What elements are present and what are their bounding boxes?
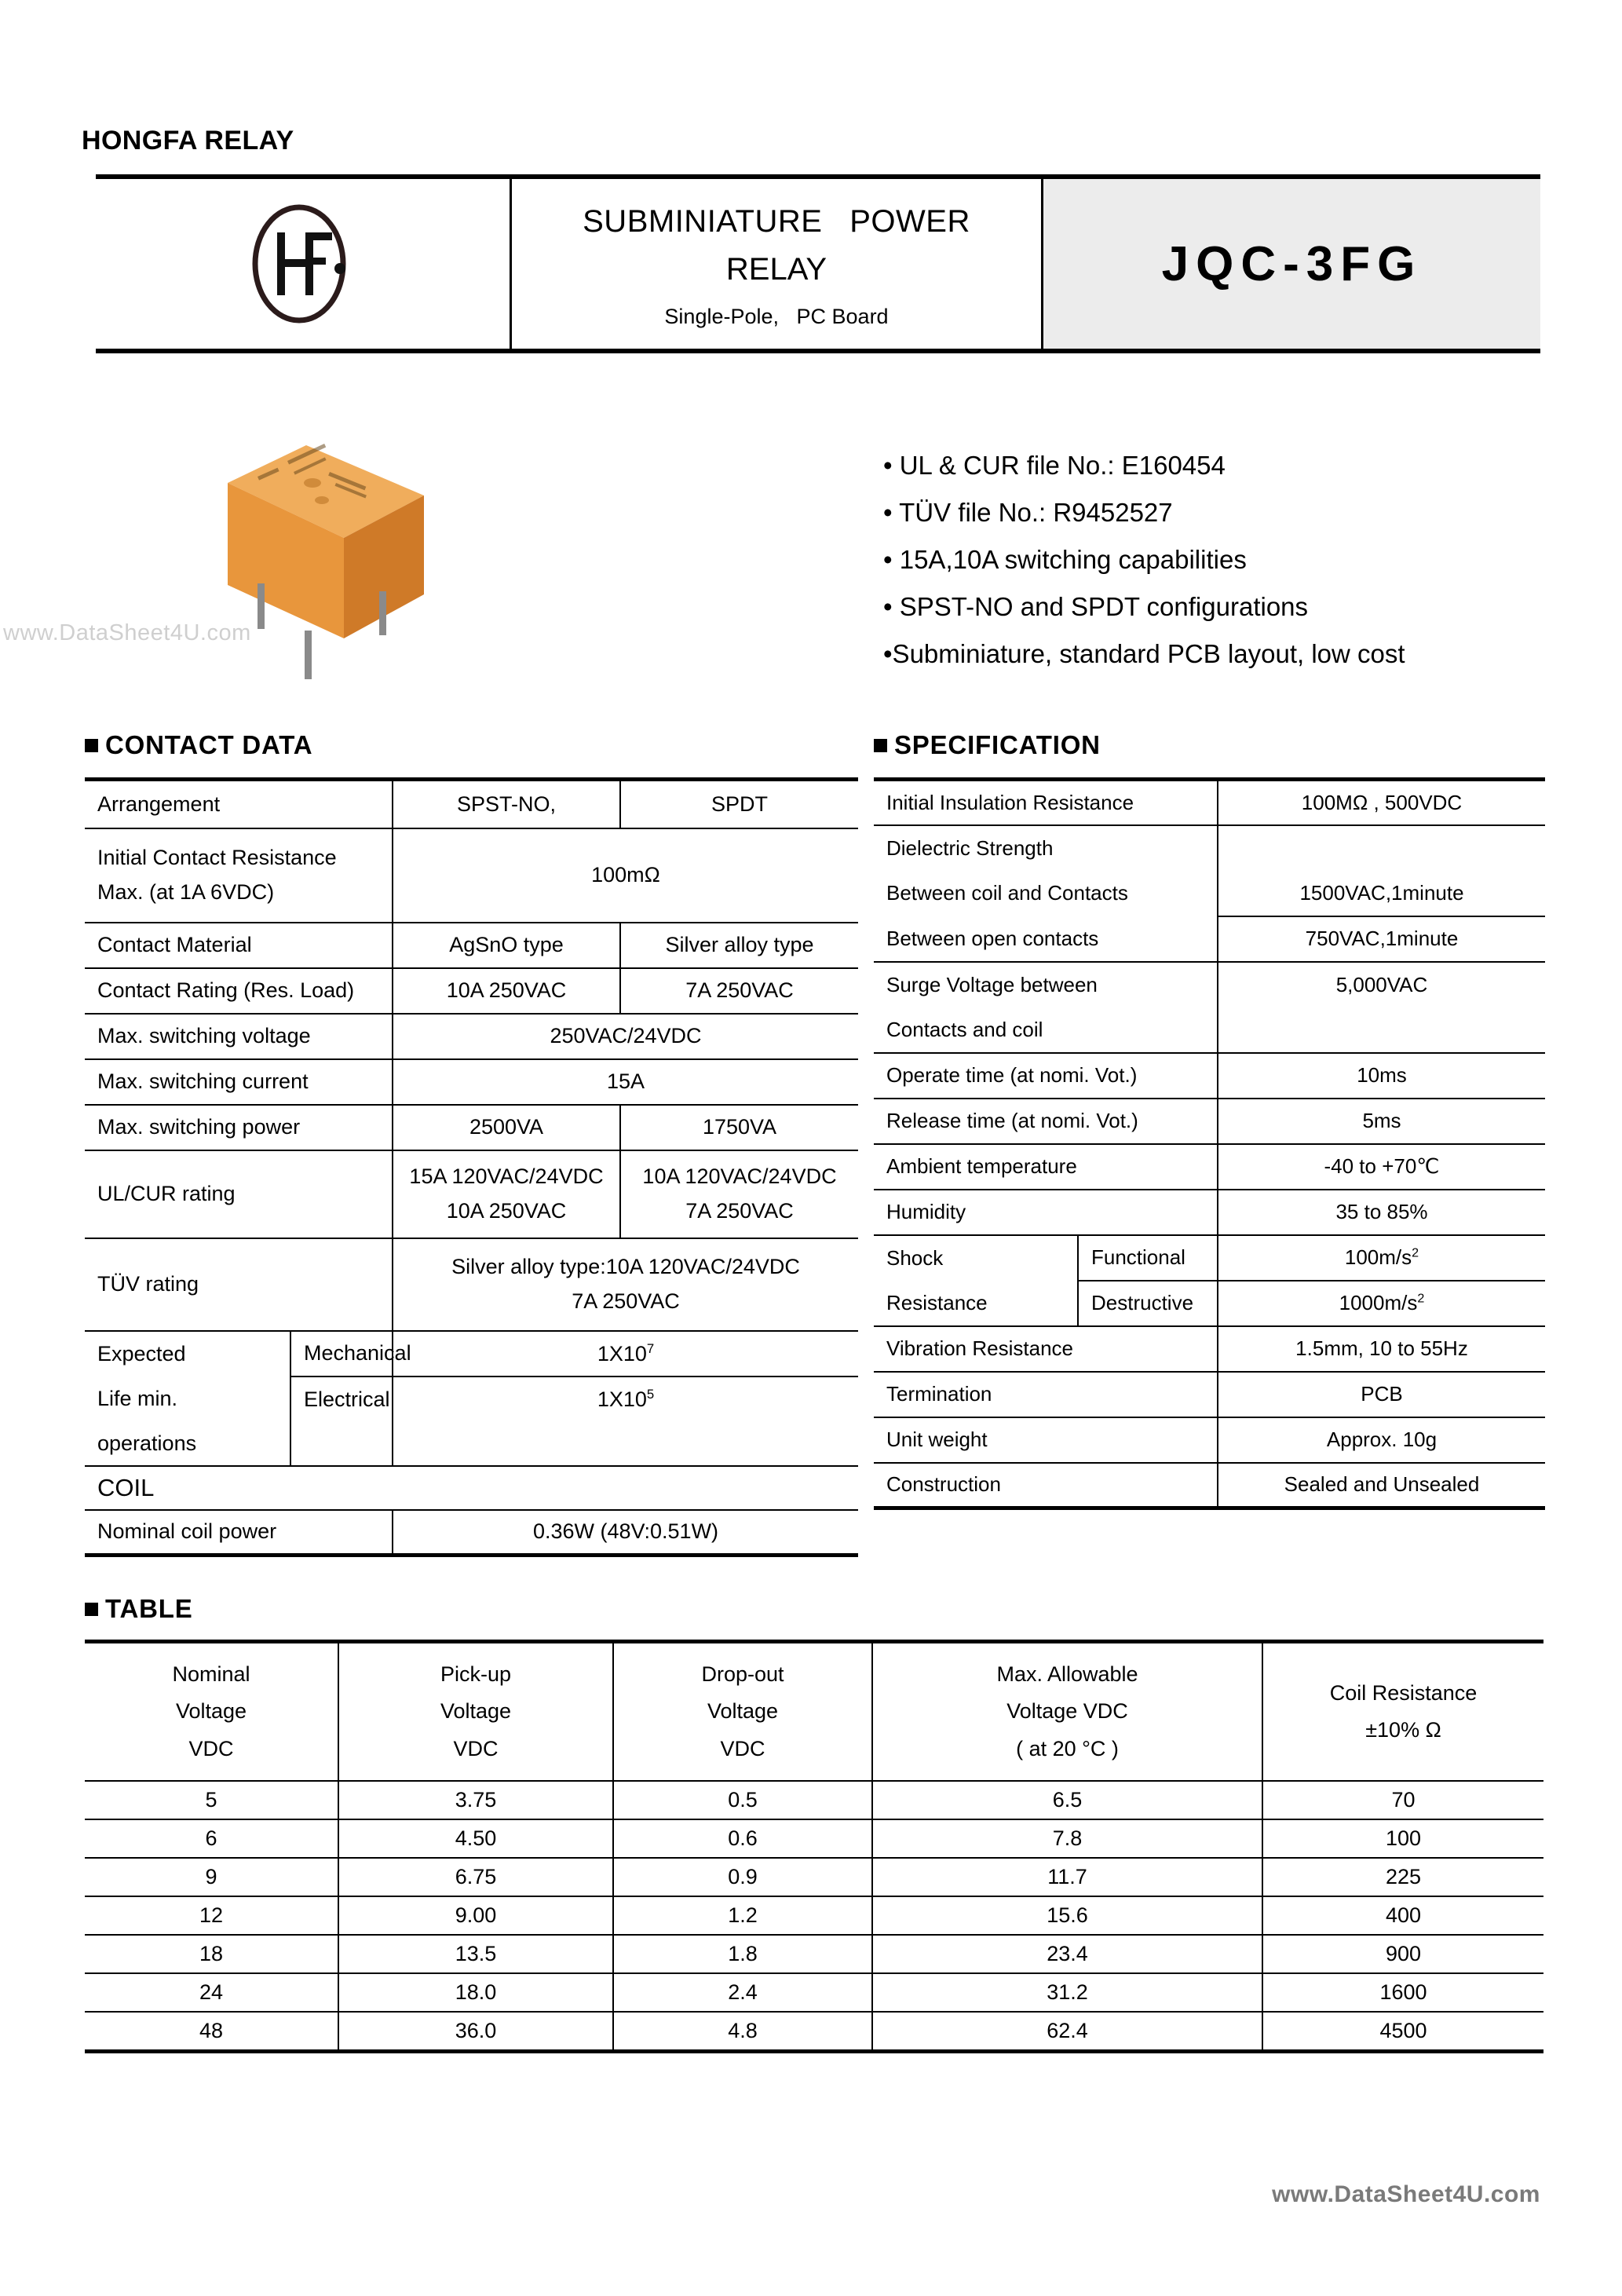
table-row — [85, 1059, 858, 1105]
table-row — [85, 1150, 858, 1238]
cell-max-allowable-voltage: 23.4 — [872, 1935, 1262, 1973]
bullet-square-icon — [85, 739, 98, 752]
contact-data-table — [85, 777, 858, 1557]
dielectric-spacer — [1218, 825, 1545, 871]
contact-rating-agsno: 10A 250VAC — [393, 968, 620, 1014]
model-number: JQC-3FG — [1043, 179, 1540, 349]
product-title-line2: RELAY — [725, 251, 827, 287]
cell-coil-resistance: 4500 — [1262, 2012, 1543, 2052]
cell-pickup-voltage: 13.5 — [338, 1935, 613, 1973]
between-coil-contacts-label: Between coil and Contacts — [886, 881, 1128, 905]
table-row — [874, 1372, 1545, 1417]
expected-life-label-2: Life min. — [97, 1387, 178, 1410]
unit-weight-value: Approx. 10g — [1218, 1417, 1545, 1463]
contact-data-heading: CONTACT DATA — [85, 730, 858, 760]
cell-max-allowable-voltage: 7.8 — [872, 1819, 1262, 1858]
shock-resistance-label-2: Resistance — [874, 1281, 1078, 1326]
dielectric-strength-label: Dielectric Strength — [886, 835, 1054, 860]
contact-material-label: Contact Material — [85, 923, 393, 968]
table-row — [85, 828, 858, 923]
life-electrical-label: Electrical — [290, 1377, 393, 1422]
life-value-empty — [393, 1422, 858, 1466]
specification-section — [874, 730, 1545, 1510]
col-header-dropout-voltage: Drop-out Voltage VDC — [613, 1642, 872, 1781]
coil-voltage-table — [85, 1640, 1543, 2053]
table-row — [85, 1858, 1543, 1896]
table-row — [85, 1510, 858, 1556]
life-electrical-value: $1X10^5$ — [393, 1377, 858, 1422]
table-row — [874, 780, 1545, 825]
expected-life-label-1: Expected — [97, 1341, 186, 1366]
insulation-resistance-label: Initial Insulation Resistance — [874, 780, 1218, 825]
cell-coil-resistance: 900 — [1262, 1935, 1543, 1973]
logo-cell — [96, 179, 512, 349]
max-switching-voltage-value: 250VAC/24VDC — [393, 1014, 858, 1059]
cell-coil-resistance: 225 — [1262, 1858, 1543, 1896]
ambient-temperature-value: -40 to +70℃ — [1218, 1144, 1545, 1190]
max-switching-voltage-label: Max. switching voltage — [85, 1014, 393, 1059]
cell-pickup-voltage: 9.00 — [338, 1896, 613, 1935]
table-row — [85, 1935, 1543, 1973]
operate-time-label: Operate time (at nomi. Vot.) — [874, 1053, 1218, 1099]
col-header-max-allowable-voltage: Max. Allowable Voltage VDC ( at 20 °C ) — [872, 1642, 1262, 1781]
unit-weight-label: Unit weight — [874, 1417, 1218, 1463]
between-open-contacts-value: 750VAC,1minute — [1218, 916, 1545, 962]
coil-section-heading: COIL — [85, 1466, 858, 1510]
table-row — [874, 916, 1545, 962]
initial-contact-resistance-value: 100mΩ — [393, 828, 858, 923]
table-row — [874, 962, 1545, 1007]
cell-max-allowable-voltage: 31.2 — [872, 1973, 1262, 2012]
table-row — [874, 1463, 1545, 1508]
between-coil-contacts-value: 1500VAC,1minute — [1218, 871, 1545, 916]
hf-oval-logo-icon — [221, 201, 385, 327]
operate-time-value: 10ms — [1218, 1053, 1545, 1099]
arrangement-label: Arrangement — [85, 780, 393, 828]
bullet-square-icon — [874, 739, 887, 752]
table-row — [85, 1238, 858, 1331]
tuv-rating-label: TÜV rating — [85, 1238, 393, 1331]
humidity-label: Humidity — [874, 1190, 1218, 1235]
col-header-pickup-voltage: Pick-up Voltage VDC — [338, 1642, 613, 1781]
surge-voltage-spacer — [1218, 1007, 1545, 1053]
cell-dropout-voltage: 1.2 — [613, 1896, 872, 1935]
shock-destructive-label: Destructive — [1078, 1281, 1218, 1326]
cell-max-allowable-voltage: 11.7 — [872, 1858, 1262, 1896]
release-time-label: Release time (at nomi. Vot.) — [874, 1099, 1218, 1144]
ul-cur-rating-agsno: 15A 120VAC/24VDC 10A 250VAC — [393, 1150, 620, 1238]
table-row — [85, 1105, 858, 1150]
cell-nominal-voltage: 12 — [85, 1896, 338, 1935]
product-title-cell — [512, 179, 1043, 349]
cell-coil-resistance: 1600 — [1262, 1973, 1543, 2012]
max-switching-power-label: Max. switching power — [85, 1105, 393, 1150]
cell-coil-resistance: 100 — [1262, 1819, 1543, 1858]
table-row — [85, 1973, 1543, 2012]
cell-pickup-voltage: 3.75 — [338, 1781, 613, 1819]
contact-rating-silver: 7A 250VAC — [620, 968, 858, 1014]
coil-table-heading: TABLE — [85, 1594, 1543, 1624]
termination-value: PCB — [1218, 1372, 1545, 1417]
cell-coil-resistance: 70 — [1262, 1781, 1543, 1819]
col-header-coil-resistance: Coil Resistance ±10% Ω — [1262, 1642, 1543, 1781]
construction-value: Sealed and Unsealed — [1218, 1463, 1545, 1508]
table-row — [874, 1190, 1545, 1235]
ul-cur-rating-label: UL/CUR rating — [85, 1150, 393, 1238]
table-row — [85, 1819, 1543, 1858]
contact-data-section — [85, 730, 858, 1557]
contact-rating-label: Contact Rating (Res. Load) — [85, 968, 393, 1014]
table-header-row — [85, 1642, 1543, 1781]
surge-voltage-label-2: Contacts and coil — [874, 1007, 1218, 1053]
table-row — [874, 1281, 1545, 1326]
cell-pickup-voltage: 18.0 — [338, 1973, 613, 2012]
specification-table — [874, 777, 1545, 1510]
cell-nominal-voltage: 48 — [85, 2012, 338, 2052]
feature-item: •Subminiature, standard PCB layout, low cost — [883, 639, 1405, 668]
feature-item: • UL & CUR file No.: E160454 — [883, 451, 1226, 480]
table-row — [85, 1466, 858, 1510]
table-row — [874, 1053, 1545, 1099]
humidity-value: 35 to 85% — [1218, 1190, 1545, 1235]
brand-title: HONGFA RELAY — [82, 126, 294, 155]
nominal-coil-power-label: Nominal coil power — [97, 1519, 277, 1544]
surge-voltage-label-1: Surge Voltage between — [886, 972, 1098, 996]
initial-contact-resistance-label: Initial Contact Resistance Max. (at 1A 6VDC) — [85, 828, 393, 923]
table-row — [874, 1417, 1545, 1463]
table-row — [874, 871, 1545, 916]
cell-coil-resistance: 400 — [1262, 1896, 1543, 1935]
cell-nominal-voltage: 9 — [85, 1858, 338, 1896]
shock-functional-label: Functional — [1078, 1235, 1218, 1281]
cell-nominal-voltage: 5 — [85, 1781, 338, 1819]
cell-nominal-voltage: 24 — [85, 1973, 338, 2012]
cell-dropout-voltage: 0.9 — [613, 1858, 872, 1896]
release-time-value: 5ms — [1218, 1099, 1545, 1144]
max-switching-current-value: 15A — [393, 1059, 858, 1105]
expected-life-label-3: operations — [85, 1422, 290, 1466]
vibration-resistance-label: Vibration Resistance — [874, 1326, 1218, 1372]
table-row — [874, 1235, 1545, 1281]
cell-dropout-voltage: 0.6 — [613, 1819, 872, 1858]
max-switching-power-silver: 1750VA — [620, 1105, 858, 1150]
col-header-nominal-voltage: Nominal Voltage VDC — [172, 1662, 250, 1760]
product-title-line1: SUBMINIATURE POWER — [583, 203, 970, 239]
arrangement-spst: SPST-NO, — [393, 780, 620, 828]
cell-nominal-voltage: 18 — [85, 1935, 338, 1973]
header-box — [96, 174, 1540, 353]
contact-material-silver: Silver alloy type — [620, 923, 858, 968]
life-mechanical-value: $1X10^7$ — [393, 1331, 858, 1377]
insulation-resistance-value: 100MΩ , 500VDC — [1218, 780, 1545, 825]
shock-functional-value: $100m/s^2$ — [1218, 1235, 1545, 1281]
cell-dropout-voltage: 1.8 — [613, 1935, 872, 1973]
coil-table-section — [85, 1594, 1543, 2053]
table-row — [85, 1422, 858, 1466]
feature-item: • 15A,10A switching capabilities — [883, 545, 1247, 574]
vibration-resistance-value: 1.5mm, 10 to 55Hz — [1218, 1326, 1545, 1372]
cell-dropout-voltage: 4.8 — [613, 2012, 872, 2052]
life-mechanical-label: Mechanical — [290, 1331, 393, 1377]
max-switching-current-label: Max. switching current — [85, 1059, 393, 1105]
feature-item: • TÜV file No.: R9452527 — [883, 498, 1173, 527]
ul-cur-rating-silver: 10A 120VAC/24VDC 7A 250VAC — [620, 1150, 858, 1238]
table-row — [85, 1377, 858, 1422]
cell-pickup-voltage: 36.0 — [338, 2012, 613, 2052]
table-row — [85, 923, 858, 968]
cell-pickup-voltage: 4.50 — [338, 1819, 613, 1858]
cell-dropout-voltage: 0.5 — [613, 1781, 872, 1819]
surge-voltage-value: 5,000VAC — [1218, 962, 1545, 1007]
table-row — [874, 1099, 1545, 1144]
nominal-coil-power-value: 0.36W (48V:0.51W) — [393, 1510, 858, 1556]
feature-item: • SPST-NO and SPDT configurations — [883, 592, 1309, 621]
table-row — [85, 780, 858, 828]
cell-dropout-voltage: 2.4 — [613, 1973, 872, 2012]
table-row — [85, 1781, 1543, 1819]
arrangement-spdt: SPDT — [620, 780, 858, 828]
cell-pickup-voltage: 6.75 — [338, 1858, 613, 1896]
specification-heading: SPECIFICATION — [874, 730, 1545, 760]
shock-resistance-label-1: Shock — [886, 1245, 944, 1270]
cell-nominal-voltage: 6 — [85, 1819, 338, 1858]
max-switching-power-agsno: 2500VA — [393, 1105, 620, 1150]
cell-max-allowable-voltage: 15.6 — [872, 1896, 1262, 1935]
product-subtitle: Single-Pole, PC Board — [664, 304, 889, 328]
table-row — [85, 1331, 858, 1377]
bullet-square-icon — [85, 1603, 98, 1616]
table-row — [874, 1326, 1545, 1372]
table-row — [85, 1896, 1543, 1935]
footer-watermark: www.DataSheet4U.com — [1272, 2181, 1540, 2207]
table-row — [85, 968, 858, 1014]
termination-label: Termination — [874, 1372, 1218, 1417]
table-row — [874, 1144, 1545, 1190]
table-row — [874, 1007, 1545, 1053]
table-row — [85, 1014, 858, 1059]
cell-max-allowable-voltage: 6.5 — [872, 1781, 1262, 1819]
watermark-left: www.DataSheet4U.com — [3, 620, 251, 645]
table-row — [85, 2012, 1543, 2052]
construction-label: Construction — [886, 1472, 1001, 1497]
ambient-temperature-label: Ambient temperature — [874, 1144, 1218, 1190]
tuv-rating-value: Silver alloy type:10A 120VAC/24VDC 7A 250VAC — [393, 1238, 858, 1331]
cell-max-allowable-voltage: 62.4 — [872, 2012, 1262, 2052]
contact-material-agsno: AgSnO type — [393, 923, 620, 968]
feature-list — [852, 452, 1543, 688]
table-row — [874, 825, 1545, 871]
life-sub-empty — [290, 1422, 393, 1466]
shock-destructive-value: $1000m/s^2$ — [1218, 1281, 1545, 1326]
between-open-contacts-label: Between open contacts — [874, 916, 1218, 962]
